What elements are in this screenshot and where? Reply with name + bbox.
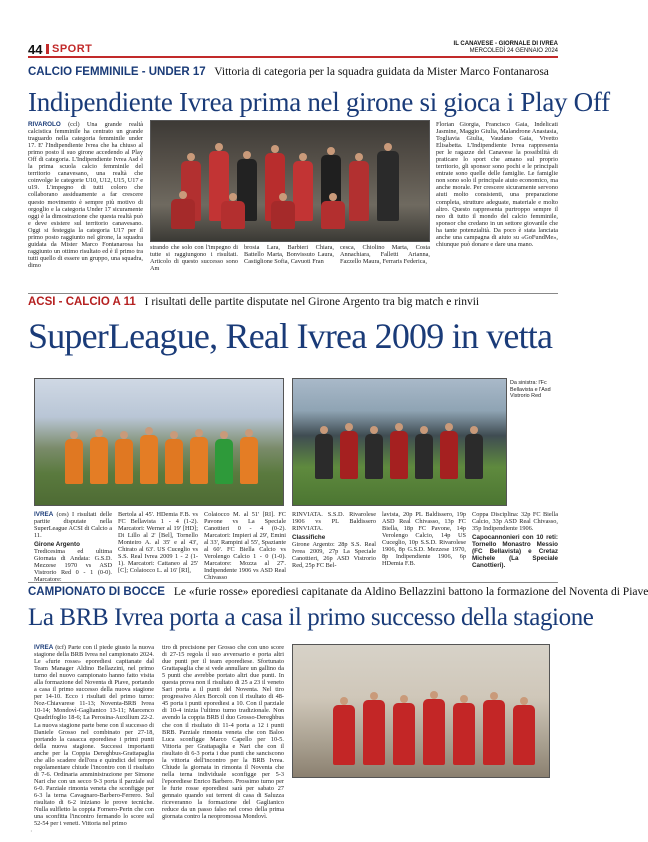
- article2-kicker: ACSI - CALCIO A 11: [28, 296, 136, 308]
- article2-column-2: Bertola al 45'. HDemia F.B. vs FC Bellavista 1 - 4 (1-2). Marcatori: Werner al 19' [HD]; Di Lillo al 2' [Bel], Tornello Monteiro A. al 35' e al 43', Chirato al 63'. US Cuceglio vs S.S. Real Ivrea 2009 1 - 2 (1-1). Marcatori: Cattaneo al 25' [C]; Colaiocco L. al 16' [RI],: [118, 511, 198, 575]
- article3-kicker: CAMPIONATO DI BOCCE: [28, 586, 165, 598]
- article2-column-6: Coppa Disciplina: 32p FC Biella Calcio, 33p ASD Real Chivasso, 35p Indipendiente 1906. Capocannonieri con 10 reti: Tornello Monastro Messio (FC Bellavista) e Cretaz Michele (La Speciale Canottieri).: [472, 511, 558, 570]
- publication-info: [454, 41, 558, 55]
- article2-column-3: Colaiocco M. al 51' [RI]. FC Pavone vs La Speciale Canottieri 0 - 4 (0-2). Marcatori: Impieri al 29', Emini al 33', Rampini al 55', Spaziante al 60'. FC Biella Calcio vs Verolengo Calcio 1 - 0 (1-0). Marcatore: Mozza al 27'. Indipendente 1906 vs ASD Real Chivasso: [204, 511, 286, 582]
- article2-kicker-line: [28, 296, 558, 308]
- article2-column-1: IVREA (ces) I risultati delle partite disputate nella SuperLeague ACSI di Calcio a 11. Girone Argento Tredicesima ed ultima Giornata di Andata: G.S.D. Mezzese 1970 vs ASD Vistrorio Red 0 - 1 (0-0). Marcatore:: [34, 511, 112, 584]
- article2-column-4: RINVIATA. S.S.D. Rivarolese 1906 vs PL Baldissero RINVIATA. Classifiche Girone Argento: 28p S.S. Real Ivrea 2009, 27p La Speciale Canottieri, 26p ASD Vistrorio Red, 25p FC Bel-: [292, 511, 376, 570]
- article2-dateline: IVREA: [34, 511, 54, 518]
- article1-column-4: cesca, Chiolino Marta, Costa Annachiara, Falletti Arianna, Fazzello Maura, Ferraris Federica,: [340, 244, 430, 266]
- article1-subtitle: Vittoria di categoria per la squadra guidata da Mister Marco Fontanarosa: [214, 66, 549, 78]
- page-header: [28, 41, 558, 58]
- article1-column-1: RIVAROLO (ccl) Una grande realtà calcistica femminile ha centrato un grande traguardo nella categoria femminile under 17. E' l'Indipendiente Ivrea che ha chiuso al primo posto il suo girone accedendo al Play Off di categoria. L'Indipendiente Ivrea Asd è la prima scuola calcio femminile del territorio canavesano, una realtà che coinvolge le categorie U10, U12, U15, U17 e u19. L'impegno di tutti coloro che collaborano assiduamente a far crescere questo movimento è sempre più motivo di orgoglio e la categoria Under 17 sicuramente oggi è la dimostrazione che questa realtà può e deve esistere sul territorio canavesano. Oggi si festeggia la categoria U17 per il primo posto raggiunto nel girone, la squadra guidata da Mister Marco Fontanarosa ha raggiunto un ottimo risultato ed è il primo tra tutti quello di essere un gruppo, una squadra, dimo: [28, 121, 144, 269]
- section-label: SPORT: [52, 43, 93, 55]
- article2-photo-fc-bellavista: [34, 378, 284, 506]
- article3-column-1: IVREA (tcf) Parte con il piede giusto la nuova stagione della BRB Ivrea nel campionato 2024. Le «furie rosse» eporediesi capitanate dal Team Manager Aldino Bellazzini, nel primo turno del nuovo campionato hanno fatto visita alla formazione del Noventa di Piave, portando a casa il primo successo della nuova stagione per 14-10. Ecco i risultati del primo turno: Noz-Chiavarese 11-13; Noventa-BRB Ivrea 10-14; Mondovì-Gaglianico 13-11; Marcenco Quadrifoglio 18-6; La Perosina-Auxilium 22-2. La nuova stagione parte bene con il successo di Daniele Grosso nel combinato per 27-18, portando la casacca eporediese i primi punti della nuova stagione. Successi importanti anche per la Coppia Dereghbus-Grattapaglia che allo scadere dell'ora e quindici del tempo regolamentare chiude l'incontro con il risultato di 7-6. Ordinaria amministrazione per Simone Nari che con un secco 9-3 porta il parziale sul 6-0. Parziale rimonta veneta che sconfigge per 6-3 la terna Cavagnaro-Barbero-Ferrero. Sul risultato di 6-2 iniziano le prove tecniche. Nulla sulfletto la coppia Fornero-Perin che con una sconfitta l'incontro fermando lo score sul 52-54 per i veneti. Vittoria nel primo: [34, 644, 154, 828]
- article2-subtitle: I risultati delle partite disputate nel Girone Argento tra big match e rinvii: [144, 296, 480, 308]
- article2-photo-asd-vistrorio-red: [292, 378, 507, 506]
- page-number: 44: [28, 42, 43, 57]
- article1-dateline: RIVAROLO: [28, 121, 61, 128]
- article3-bocce-team-photo: [292, 644, 550, 778]
- page-corner-mark: ·: [30, 827, 33, 836]
- article3-column-2: tiro di precisione per Grosso che con uno score di 27-15 regola il suo avversario e porta altri due punti per il team eporediese. Sfortunato Grattapaglia che si vede annullare un gallino da 5 punti che avrebbe portato altri due punti. In questa prova non il risultato di 25 a 23 il veneto Sari porta a il punti del Noventa. Nel tiro progressivo Alex Borcoli con il risultato di 48-45 porta i punti eporediesi a 10. Con il parziale di 10-4 inizia l'ultimo turno tradizionale. Non avendo la coppia BRB il duo Grosso-Dereghbus che con il risultato di 11-4 porta a 12 i punti BRB. Parziale rimonta veneta che con Baloo Luca sconfigge Marco Capello per 10-5. Vittoria per Grattapaglia e Nari che con il risultato di 6-3 porta i due punti che sanciscono la vittoria dell'incontro per la BRB Ivrea. Chiude la giornata in rimonta il Noventa che nella terna individuale sconfigge per 5-3 l'eporediese Enrico Barbero. Prossimo turno per le furie rosse eporediesi sarà per sabato 27 gennaio quando sui terreni di casa di Saluzza riceveranno la formazione del Gaglianico reduce da un passo falso nel corso della prima giornata contro la neopromossa Mondovì.: [162, 644, 284, 821]
- article3-headline: La BRB Ivrea porta a casa il primo successo della stagione: [28, 604, 594, 631]
- article1-kicker-line: [28, 66, 558, 78]
- article2-photo-caption: Da sinistra: l'Fc Bellavista e l'Asd Vistrorio Red: [510, 380, 551, 399]
- divider: [28, 582, 558, 583]
- article3-kicker-line: [28, 586, 648, 598]
- publication-name: IL CANAVESE - GIORNALE DI IVREA: [453, 41, 558, 47]
- article1-team-photo: [150, 120, 430, 242]
- article1-kicker: CALCIO FEMMINILE - UNDER 17: [28, 66, 206, 78]
- article3-subtitle: Le «furie rosse» eporediesi capitanate da Aldino Bellazzini battono la formazione del Noventa di Piave: [173, 586, 648, 598]
- publication-date: MERCOLEDÌ 24 GENNAIO 2024: [469, 48, 558, 54]
- article2-headline: SuperLeague, Real Ivrea 2009 in vetta: [28, 316, 553, 356]
- article1-column-5: Florian Giorgia, Francisco Gaia, Indelicati Jasmine, Maggio Giulia, Malandrone Anastasia, Togliavia Giulia, Vaudano Gaia, Vivetto Elisabetta. L'Indipendiente Ivrea rappresenta per le ragazze del Canavese la possibilità di praticare lo sport che amano sul proprio territorio, gli sponsor sono pochi e le principali entrate sono quelle delle famiglie. Le famiglie non sono solo il principale aiuto economico, ma anche morale. Per crescere sicuramente servono aiuti molto consistenti, una preparazione completa, strutture adeguate, materiale e molto altro. Questo rappresenta purtroppo sempre il neo di tutto il mondo del calcio femminile, sponsor che credano in un settore giovanile che ha tante potenzialità. Da poco è stata lanciata anche una campagna di aiuto su «GoFundMe», chiunque può donare e dare una mano.: [436, 121, 558, 248]
- article1-column-2: strando che solo con l'impegno di tutte si raggiungono i risultati. Articolo di questo successo sono Am: [150, 244, 238, 273]
- article1-column-3: brosia Lara, Barbieri Chiara, Battello Marta, Bonvissuto Laura, Castiglione Sofia, Cavuoti Fran: [244, 244, 334, 266]
- article3-dateline: IVREA: [34, 644, 54, 651]
- divider: [28, 293, 558, 294]
- article2-column-5: lavista, 20p PL Baldissero, 19p ASD Real Chivasso, 13p FC Biella, 18p FC Pavone, 14p Verolengo Calcio, 14p US Cuceglio, 10p S.S.D. Rivarolese 1906, 8p G.S.D. Mezzese 1970, 8p Indipendiente 1906, 6p HDemia F.B.: [382, 511, 466, 568]
- article1-headline: Indipendiente Ivrea prima nel girone si gioca i Play Off: [28, 87, 610, 117]
